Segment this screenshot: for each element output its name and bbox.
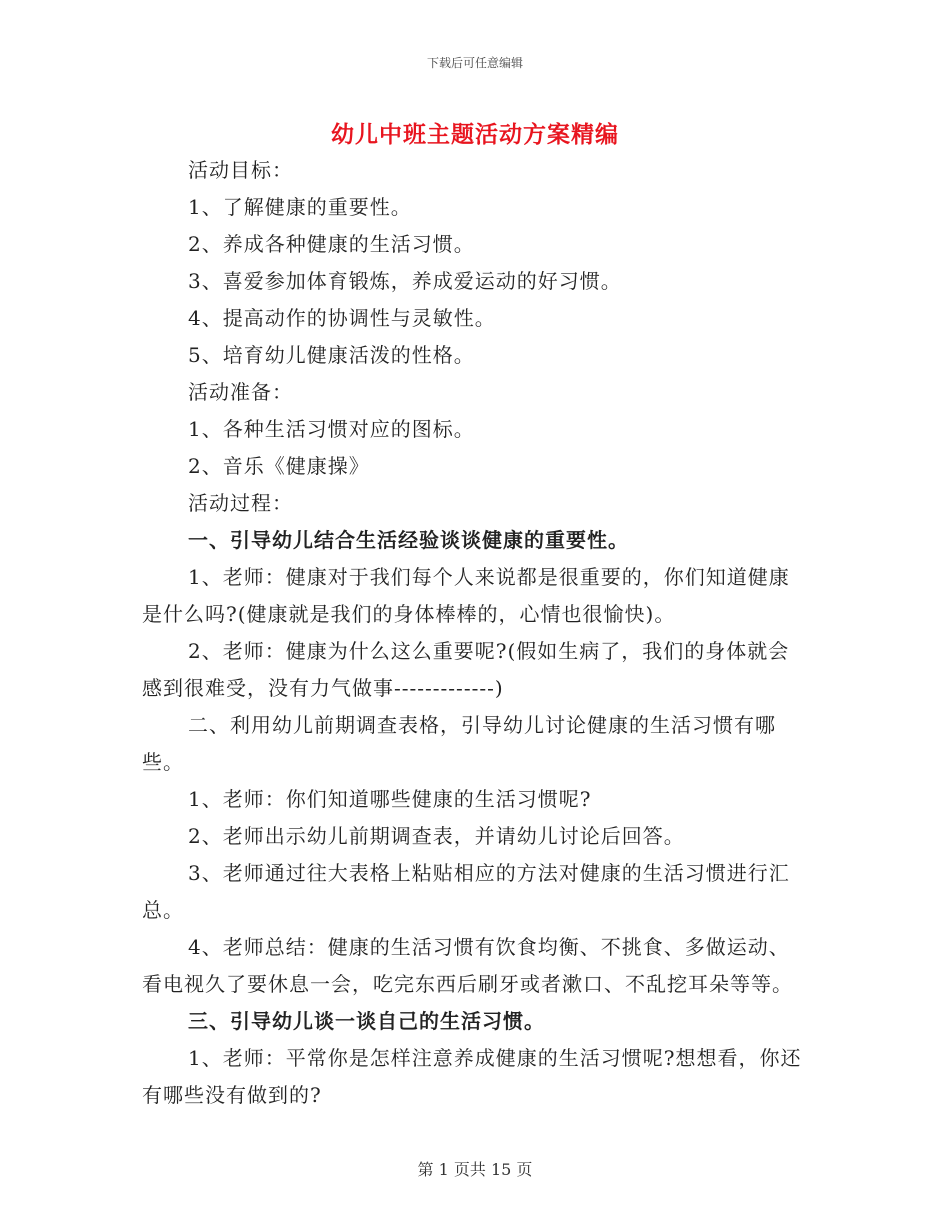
paragraph-goal-3: 3、喜爱参加体育锻炼，养成爱运动的好习惯。 — [188, 269, 622, 293]
paragraph-goal-4: 4、提高动作的协调性与灵敏性。 — [188, 306, 496, 330]
section-heading-2: 二、利用幼儿前期调查表格，引导幼儿讨论健康的生活习惯有哪些。 — [142, 713, 776, 774]
paragraph-section1-item2: 2、老师：健康为什么这么重要呢?(假如生病了，我们的身体就会感到很难受，没有力气做事-------------) — [142, 639, 790, 700]
paragraph-section2-item1: 1、老师：你们知道哪些健康的生活习惯呢? — [188, 787, 592, 811]
section-heading-1: 一、引导幼儿结合生活经验谈谈健康的重要性。 — [188, 528, 629, 552]
document-title: 幼儿中班主题活动方案精编 — [331, 121, 619, 148]
paragraph-goal-2: 2、养成各种健康的生活习惯。 — [188, 232, 475, 256]
paragraph-section2-item4: 4、老师总结：健康的生活习惯有饮食均衡、不挑食、多做运动、看电视久了要休息一会，吃完东西后刷牙或者漱口、不乱挖耳朵等等。 — [142, 935, 793, 996]
page-footer: 第 1 页共 15 页 — [417, 1160, 533, 1179]
paragraph-prep-2: 2、音乐《健康操》 — [188, 454, 370, 478]
paragraph-section2-item2: 2、老师出示幼儿前期调查表，并请幼儿讨论后回答。 — [188, 824, 685, 848]
paragraph-goal-1: 1、了解健康的重要性。 — [188, 195, 412, 219]
paragraph-section3-item1: 1、老师：平常你是怎样注意养成健康的生活习惯呢?想想看，你还有哪些没有做到的? — [142, 1046, 802, 1107]
page-header: 下载后可任意编辑 — [426, 56, 523, 70]
paragraph-section2-item3: 3、老师通过往大表格上粘贴相应的方法对健康的生活习惯进行汇总。 — [142, 861, 790, 922]
document-body — [142, 152, 810, 1114]
paragraph-goal-5: 5、培育幼儿健康活泼的性格。 — [188, 343, 475, 367]
paragraph-process-heading: 活动过程： — [188, 491, 293, 515]
section-heading-3: 三、引导幼儿谈一谈自己的生活习惯。 — [188, 1009, 545, 1033]
paragraph-section1-item1: 1、老师：健康对于我们每个人来说都是很重要的，你们知道健康是什么吗?(健康就是我们的身体棒棒的，心情也很愉快)。 — [142, 565, 790, 626]
paragraph-prep-heading: 活动准备： — [188, 380, 293, 404]
paragraph-prep-1: 1、各种生活习惯对应的图标。 — [188, 417, 475, 441]
paragraph-goals-heading: 活动目标： — [188, 158, 293, 182]
